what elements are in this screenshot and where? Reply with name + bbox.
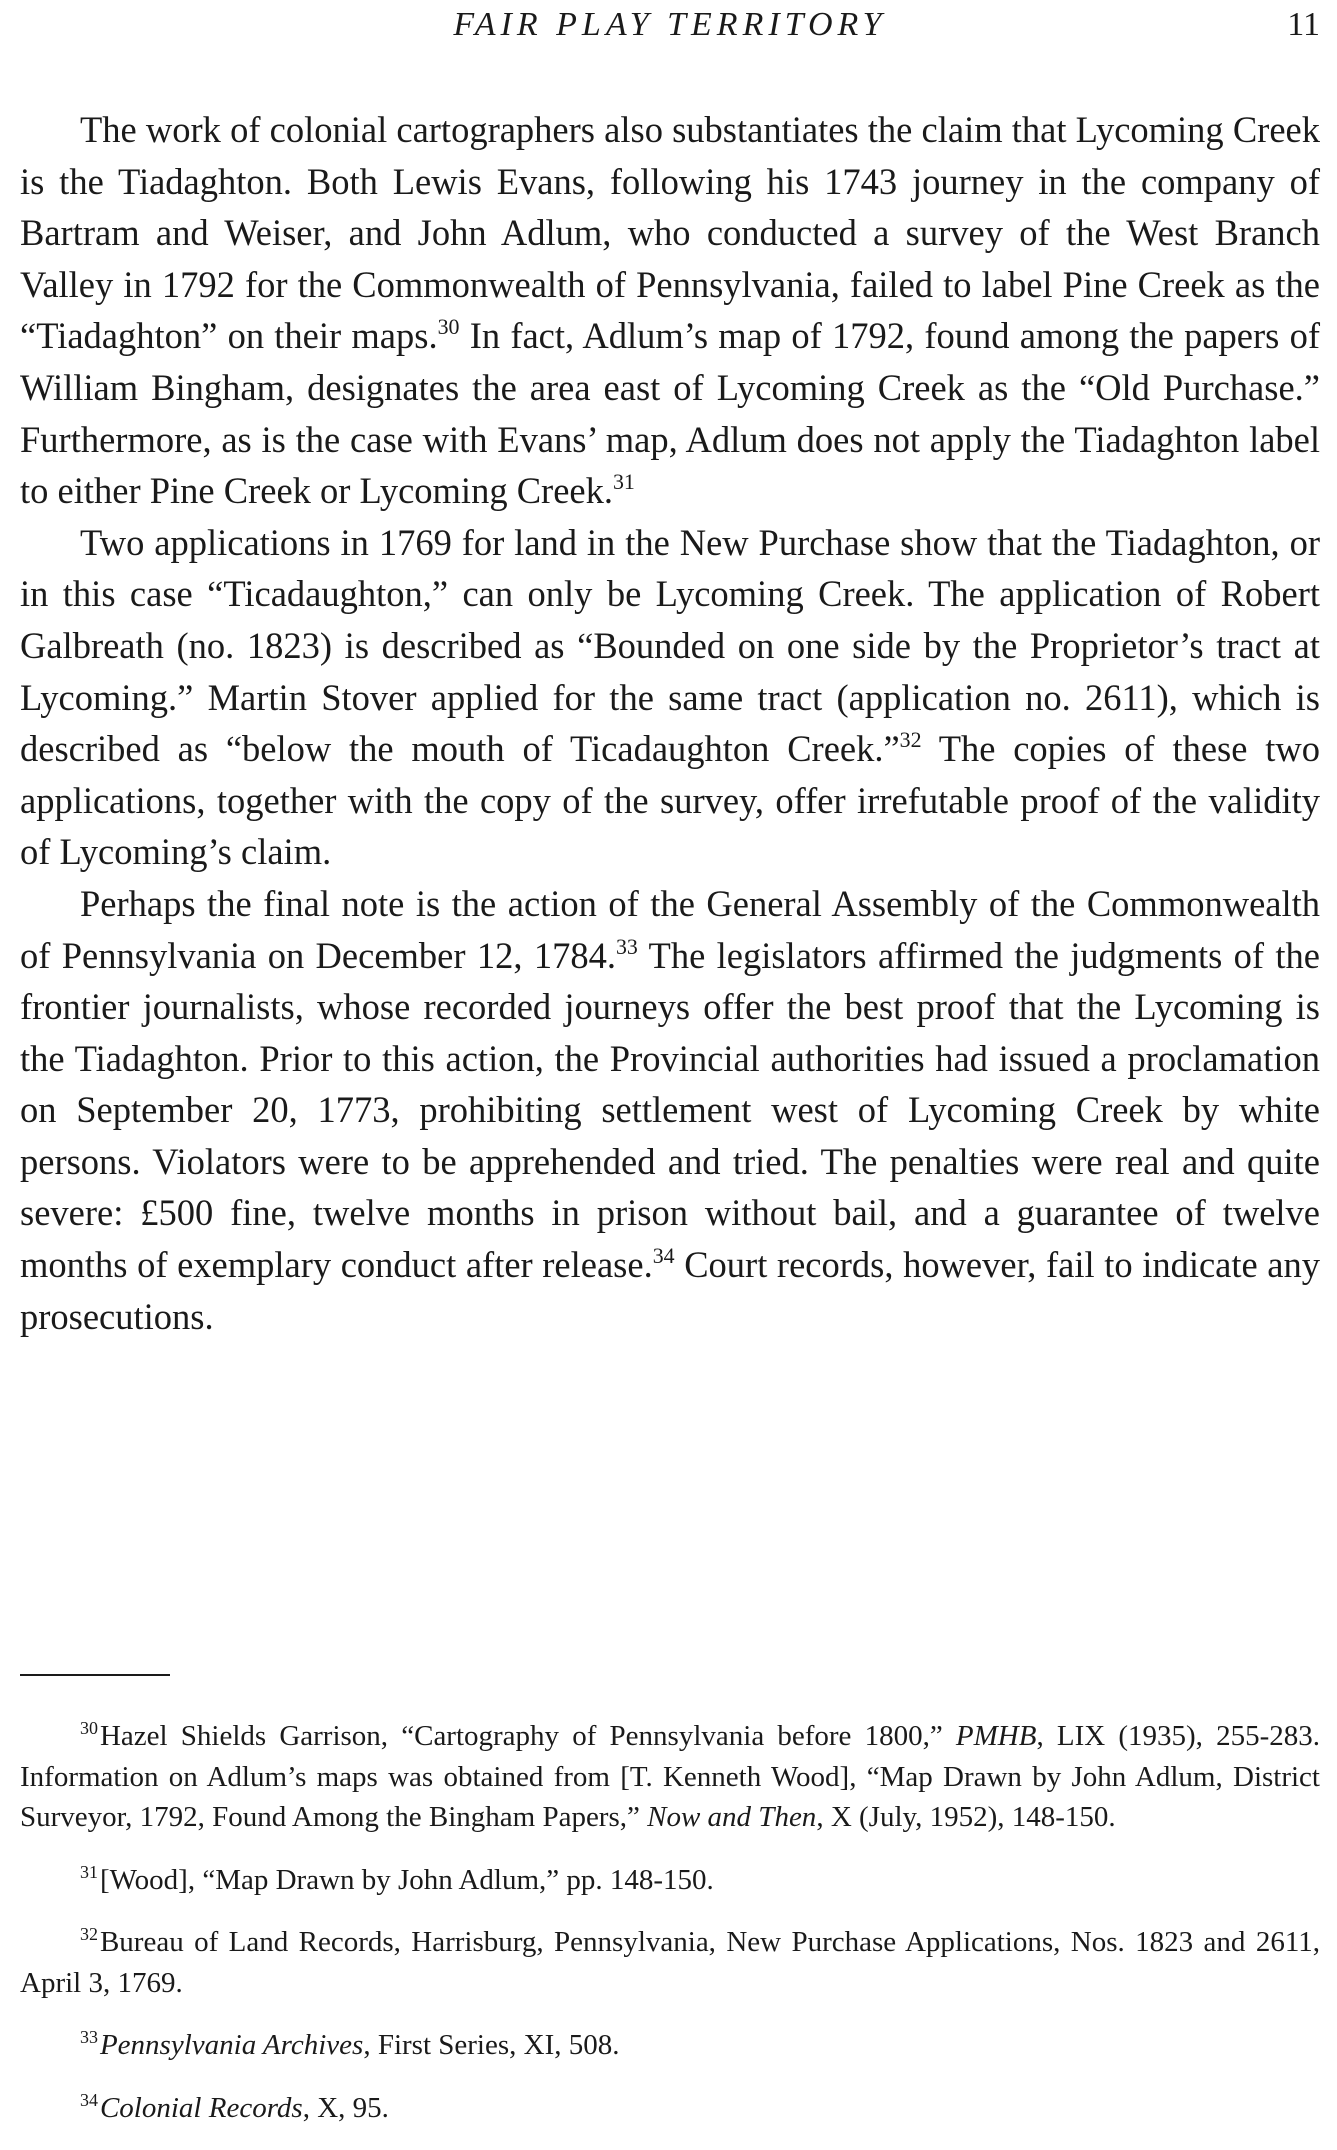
footnotes [20, 1716, 1320, 2150]
body-text [20, 104, 1320, 1342]
footnote-divider [20, 1674, 170, 1676]
footnote-32 [20, 1922, 1320, 2003]
paragraph-text: The copies of these two applications, together with the copy of the survey, offer irrefutable proof of the validity of Lycoming’s claim. [20, 728, 1320, 873]
document-page [20, 0, 1320, 2148]
footnote-text: , X (July, 1952), 148-150. [816, 1801, 1116, 1833]
paragraph-text: Court records, however, fail to indicate any prosecutions. [20, 1244, 1321, 1337]
footnote-italic: Now and Then [647, 1801, 817, 1833]
footnote-ref-33: 33 [615, 933, 638, 959]
footnote-30 [20, 1716, 1320, 1838]
footnote-text: Hazel Shields Garrison, “Cartography of Pennsylvania before 1800,” [99, 1720, 956, 1752]
footnote-ref-30: 30 [437, 314, 460, 340]
footnote-text: , LIX (1935), 255-283. Information on Adlum’s maps was obtained from [T. Kenneth Wood], “Map Drawn by John Adlum, District Surveyor, 1792, Found Among the Bingham Papers,” [20, 1720, 1320, 1833]
page-number: 11 [1287, 6, 1320, 43]
paragraph-2 [20, 517, 1320, 878]
footnote-italic: Pennsylvania Archives [99, 2029, 364, 2061]
paragraph-text: Two applications in 1769 for land in the New Purchase show that the Tiadaghton, or in this case “Ticadaughton,” can only be Lycoming Creek. The application of Robert Galbreath (no. 1823) is described as “Bounded on one side by the Proprietor’s tract at Lycoming.” Martin Stover applied for the same tract (application no. 2611), which is described as “below the mouth of Ticadaughton Creek.” [20, 521, 1320, 770]
footnote-ref-31: 31 [612, 468, 635, 494]
paragraph-text: The work of colonial cartographers also substantiates the claim that Lycoming Creek is the Tiadaghton. Both Lewis Evans, following his 1743 journey in the company of Bartram and Weiser, and John Adlum, who conducted a survey of the West Branch Valley in 1792 for the Commonwealth of Pennsylvania, failed to label Pine Creek as the “Tiadaghton” on their maps. [20, 109, 1320, 357]
footnote-number: 32 [80, 1924, 98, 1945]
paragraph-1 [20, 104, 1320, 517]
paragraph-text: Perhaps the final note is the action of the General Assembly of the Commonwealth of Pennsylvania on December 12, 1784. [20, 882, 1320, 976]
footnote-number: 34 [80, 2089, 98, 2110]
footnote-34 [20, 2088, 1320, 2129]
footnote-31 [20, 1860, 1320, 1901]
footnote-text: [Wood], “Map Drawn by John Adlum,” pp. 148-150. [99, 1863, 714, 1896]
footnote-ref-32: 32 [899, 726, 922, 752]
footnote-text: , X, 95. [302, 2091, 389, 2124]
footnote-text: Bureau of Land Records, Harrisburg, Pennsylvania, New Purchase Applications, Nos. 1823 and 2611, April 3, 1769. [20, 1926, 1320, 1999]
paragraph-text: The legislators affirmed the judgments of the frontier journalists, whose recorded journeys offer the best proof that the Lycoming is the Tiadaghton. Prior to this action, the Provincial authorities had issued a proclamation on September 20, 1773, prohibiting settlement west of Lycoming Creek by white persons. Violators were to be apprehended and tried. The penalties were real and quite severe: £500 fine, twelve months in prison without bail, and a guarantee of twelve months of exemplary conduct after release. [20, 934, 1320, 1286]
footnote-number: 31 [80, 1861, 98, 1882]
footnote-33 [20, 2025, 1320, 2066]
footnote-italic: Colonial Records [99, 2091, 303, 2124]
footnote-number: 33 [80, 2027, 98, 2048]
paragraph-text: In fact, Adlum’s map of 1792, found among the papers of William Bingham, designates the area east of Lycoming Creek as the “Old Purchase.” Furthermore, as is the case with Evans’ map, Adlum does not apply the Tiadaghton label to either Pine Creek or Lycoming Creek. [20, 315, 1320, 512]
footnote-ref-34: 34 [652, 1242, 675, 1268]
paragraph-3 [20, 878, 1320, 1342]
footnote-text: , First Series, XI, 508. [363, 2029, 620, 2061]
running-title: FAIR PLAY TERRITORY [453, 6, 887, 43]
footnote-number: 30 [80, 1718, 98, 1739]
footnote-italic: PMHB [955, 1720, 1037, 1752]
running-head [20, 6, 1320, 50]
